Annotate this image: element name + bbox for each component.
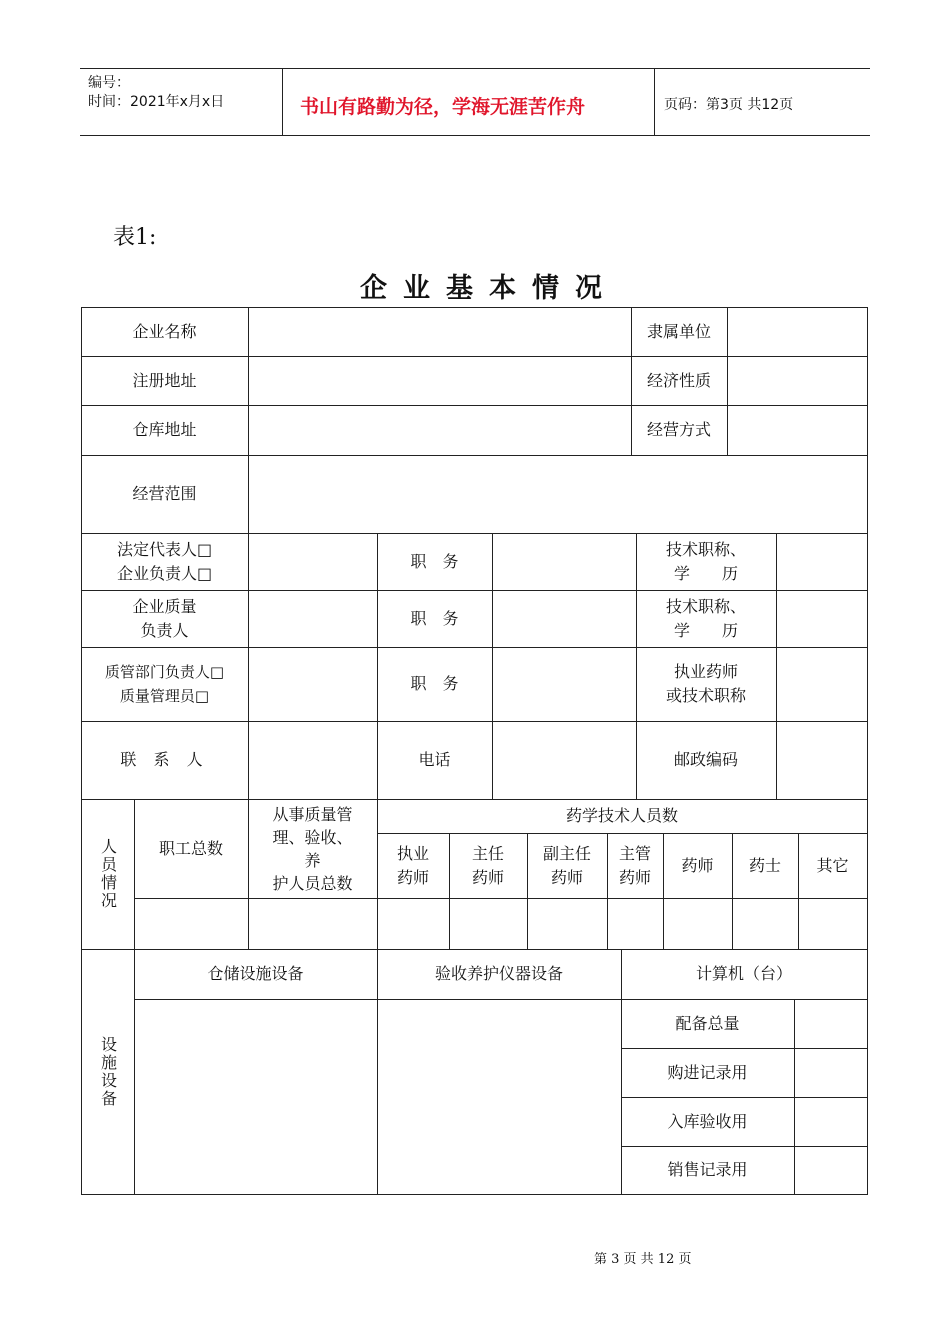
assistant-pharmacist-field[interactable] — [732, 898, 798, 949]
computer-sales-field[interactable] — [794, 1146, 867, 1194]
computer-purchase-label: 购进记录用 — [667, 1062, 748, 1082]
other-label: 其它 — [816, 855, 849, 875]
inspection-equipment-label: 验收养护仪器设备 — [434, 964, 563, 983]
header-top-rule — [80, 68, 870, 69]
position-label: 职 务 — [410, 608, 459, 628]
business-mode-field[interactable] — [727, 405, 867, 455]
assistant-pharmacist-label: 药士 — [748, 855, 781, 875]
page-info: 页码：第3页 共12页 — [664, 97, 794, 113]
supervising-pharmacist-field[interactable] — [607, 898, 663, 949]
company-name-label: 企业名称 — [132, 321, 197, 341]
table-rule — [867, 307, 868, 1194]
computer-total-field[interactable] — [794, 999, 867, 1048]
quality-head-label: 企业质量 负责人 — [132, 596, 197, 640]
computers-label: 计算机（台） — [695, 964, 792, 983]
tech-title-label: 技术职称、 学 历 — [665, 596, 746, 640]
licensed-pharmacist-label: 执业 药师 — [396, 843, 429, 887]
table-rule — [81, 1194, 868, 1195]
pharmacist-title-field[interactable] — [776, 647, 867, 721]
affiliation-label: 隶属单位 — [646, 321, 711, 341]
page-title: 企业基本情况 — [360, 273, 618, 304]
legal-representative-field[interactable] — [248, 533, 377, 590]
pharm-tech-staff-label: 药学技术人员数 — [565, 806, 678, 825]
contact-person-field[interactable] — [248, 721, 377, 799]
business-mode-label: 经营方式 — [646, 420, 711, 439]
registered-address-field[interactable] — [248, 356, 631, 405]
date-label: 时间：2021年x月x日 — [88, 94, 225, 110]
tech-title-field[interactable] — [776, 533, 867, 590]
computer-inbound-field[interactable] — [794, 1097, 867, 1146]
total-staff-label: 职工总数 — [158, 838, 223, 858]
storage-facilities-label: 仓储设施设备 — [207, 964, 304, 983]
computer-total-label: 配备总量 — [675, 1013, 740, 1033]
legal-representative-label: 法定代表人□ 企业负责人□ — [116, 539, 213, 583]
supervising-pharmacist-label: 主管 药师 — [618, 843, 651, 887]
personnel-section-label: 人员情况 — [98, 838, 118, 910]
chief-pharmacist-field[interactable] — [449, 898, 527, 949]
qc-dept-head-label: 质管部门负责人□ 质量管理员□ — [104, 663, 225, 705]
storage-facilities-field[interactable] — [134, 999, 377, 1194]
chief-pharmacist-label: 主任 药师 — [471, 843, 504, 887]
warehouse-address-field[interactable] — [248, 405, 631, 455]
company-name-field[interactable] — [248, 307, 631, 356]
page-footer: 第 3 页 共 12 页 — [594, 1252, 692, 1267]
pharmacist-field[interactable] — [663, 898, 732, 949]
economic-nature-label: 经济性质 — [646, 370, 711, 390]
position-label: 职 务 — [410, 674, 459, 693]
economic-nature-field[interactable] — [727, 356, 867, 405]
position-field[interactable] — [492, 590, 636, 647]
tech-title-label: 技术职称、 学 历 — [665, 539, 746, 583]
position-label: 职 务 — [410, 551, 459, 571]
business-scope-label: 经营范围 — [132, 484, 197, 503]
header-divider-right — [654, 68, 655, 135]
computer-inbound-label: 入库验收用 — [667, 1111, 748, 1131]
contact-person-label: 联 系 人 — [120, 750, 209, 769]
other-field[interactable] — [798, 898, 867, 949]
serial-number-label: 编号： — [88, 75, 130, 91]
licensed-pharmacist-field[interactable] — [377, 898, 449, 949]
qc-dept-head-field[interactable] — [248, 647, 377, 721]
facilities-section-label: 设施设备 — [98, 1035, 118, 1108]
total-staff-field[interactable] — [134, 898, 248, 949]
table-number-label: 表1: — [113, 225, 157, 250]
affiliation-field[interactable] — [727, 307, 867, 356]
computer-purchase-field[interactable] — [794, 1048, 867, 1097]
warehouse-address-label: 仓库地址 — [132, 420, 197, 439]
pharmacist-label: 药师 — [681, 855, 714, 875]
header-bottom-rule — [80, 135, 870, 136]
computer-sales-label: 销售记录用 — [667, 1160, 748, 1179]
position-field[interactable] — [492, 533, 636, 590]
phone-label: 电话 — [418, 750, 451, 769]
registered-address-label: 注册地址 — [132, 370, 197, 390]
quality-staff-field[interactable] — [248, 898, 377, 949]
pharmacist-title-label: 执业药师 或技术职称 — [665, 662, 746, 705]
position-field[interactable] — [492, 647, 636, 721]
tech-title-field[interactable] — [776, 590, 867, 647]
header-divider-left — [282, 68, 283, 135]
motto-banner: 书山有路勤为径，学海无涯苦作舟 — [300, 96, 586, 118]
deputy-chief-pharmacist-label: 副主任 药师 — [542, 843, 591, 887]
quality-head-field[interactable] — [248, 590, 377, 647]
phone-field[interactable] — [492, 721, 636, 799]
quality-staff-label: 从事质量管 理、验收、 养 护人员总数 — [272, 804, 353, 893]
postal-code-label: 邮政编码 — [673, 750, 738, 769]
deputy-chief-pharmacist-field[interactable] — [527, 898, 607, 949]
business-scope-field[interactable] — [248, 455, 867, 533]
postal-code-field[interactable] — [776, 721, 867, 799]
inspection-equipment-field[interactable] — [377, 999, 621, 1194]
